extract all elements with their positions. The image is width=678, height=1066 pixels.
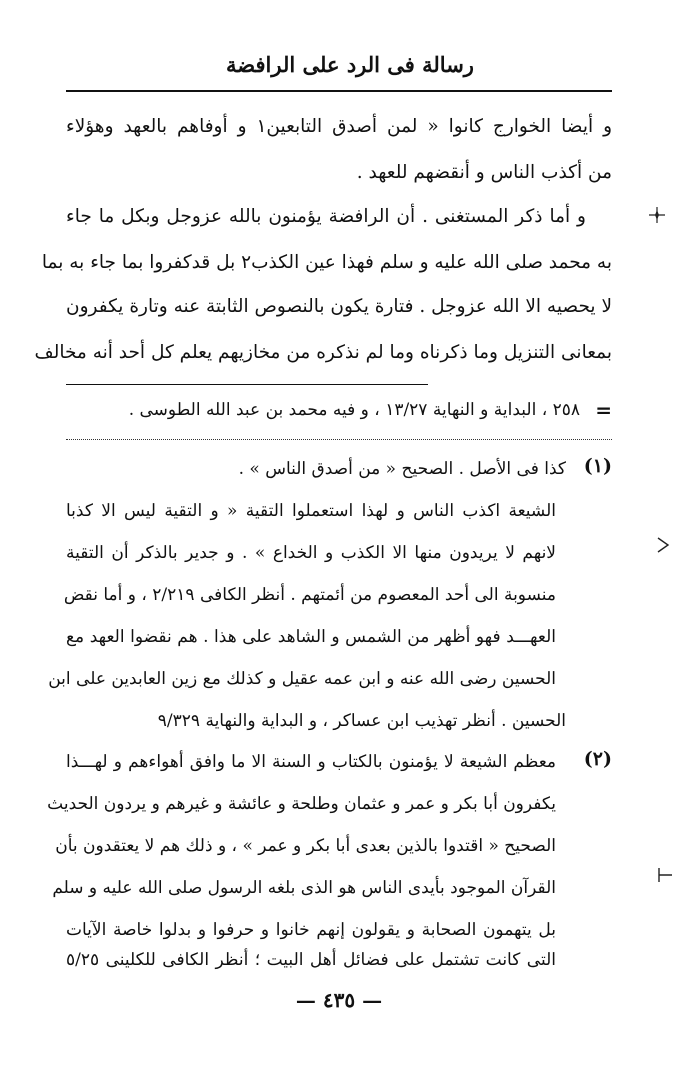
footnote-line: بل يتهمون الصحابة و يقولون إنهم خانوا و حرفوا و بدلوا خاصة الآيات bbox=[66, 920, 556, 940]
header-rule bbox=[66, 90, 612, 92]
binding-mark-icon bbox=[656, 536, 674, 554]
footnote-line: الحسين رضى الله عنه و ابن عمه عقيل و كذلك مع زين العابدين على ابن bbox=[48, 669, 556, 689]
body-line: به محمد صلى الله عليه و سلم فهذا عين الكذب٢ بل قدكفروا بما جاء به بما bbox=[41, 252, 612, 273]
carryover-footnote: ٢٥٨ ، البداية و النهاية ١٣/٢٧ ، و فيه محمد بن عبد الله الطوسى . bbox=[128, 400, 580, 420]
footnote-line: لانهم لا يريدون منها الا الكذب و الخداع » . و جدير بالذكر أن التقية bbox=[66, 543, 556, 563]
footnote-line: الحسين . أنظر تهذيب ابن عساكر ، و البداية والنهاية ٩/٣٢٩ bbox=[157, 711, 566, 731]
footnote-line: يكفرون أبا بكر و عمر و عثمان وطلحة و عائشة و غيرهم و يردون الحديث bbox=[47, 794, 556, 814]
footnote-line: منسوبة الى أحد المعصوم من أئمتهم . أنظر الكافى ٢/٢١٩ ، و أما نقض bbox=[63, 585, 556, 605]
body-line: و أما ذكر المستغنى . أن الرافضة يؤمنون بالله عزوجل وبكل ما جاء bbox=[66, 206, 586, 227]
footnote-line: كذا فى الأصل . الصحيح « من أصدق الناس » . bbox=[238, 459, 566, 479]
footnote-number: (٢) bbox=[583, 748, 612, 770]
carryover-mark: = bbox=[595, 398, 612, 422]
footnote-line: التى كانت تشتمل على فضائل أهل البيت ؛ أنظر الكافى للكلينى ٥/٢٥ bbox=[66, 950, 556, 970]
body-line: بمعانى التنزيل وما ذكرناه وما لم نذكره من مخازيهم يعلم كل أحد أنه مخالف bbox=[34, 342, 612, 363]
page-number: — ٤٣٥ — bbox=[295, 988, 383, 1012]
binding-mark-icon bbox=[656, 866, 674, 884]
running-title: رسالة فى الرد على الرافضة bbox=[226, 52, 474, 77]
footnote-line: معظم الشيعة لا يؤمنون بالكتاب و السنة الا ما وافق أهواءهم و لهـــذا bbox=[66, 752, 556, 772]
footnote-line: العهـــد فهو أظهر من الشمس و الشاهد على هذا . هم نقضوا العهد مع bbox=[66, 627, 556, 647]
body-line: من أكذب الناس و أنقضهم للعهد . bbox=[356, 162, 612, 183]
footnote-line: الصحيح « اقتدوا بالذين بعدى أبا بكر و عمر » ، و ذلك هم لا يعتقدون بأن bbox=[55, 836, 556, 856]
body-line: لا يحصيه الا الله عزوجل . فتارة يكون بالنصوص الثابتة عنه وتارة يكفرون bbox=[66, 296, 612, 317]
dotted-separator bbox=[66, 439, 612, 440]
body-line: و أيضا الخوارج كانوا « لمن أصدق التابعين١ و أوفاهم بالعهد وهؤلاء bbox=[66, 116, 612, 137]
footnote-separator bbox=[66, 384, 428, 385]
footnote-line: الشيعة اكذب الناس و لهذا استعملوا التقية « و التقية ليس الا كذبا bbox=[66, 501, 556, 521]
registration-mark-icon bbox=[648, 206, 666, 224]
footnote-number: (١) bbox=[583, 455, 612, 477]
footnote-line: القرآن الموجود بأيدى الناس هو الذى بلغه الرسول صلى الله عليه و سلم bbox=[52, 878, 556, 898]
